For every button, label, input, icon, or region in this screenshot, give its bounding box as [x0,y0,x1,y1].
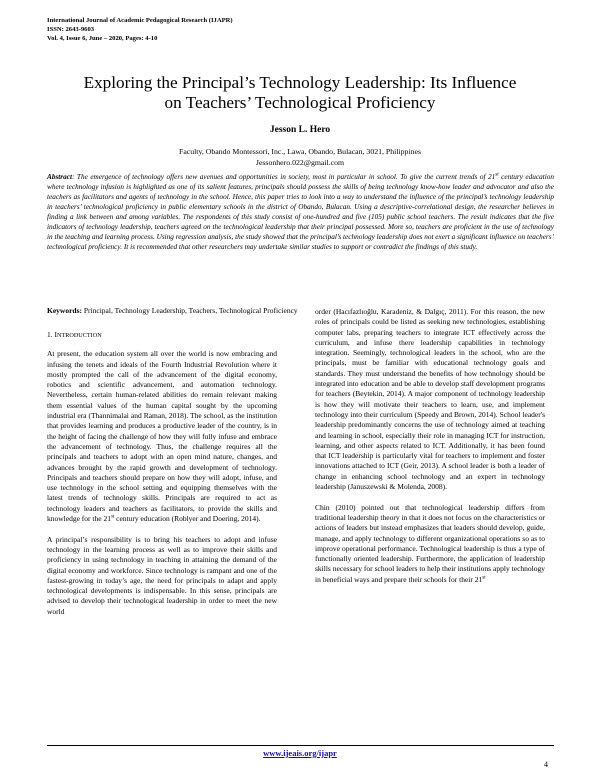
right-p2-text: Chin (2010) pointed out that technological leadership differs from traditional leadership theory in that it does not focus on the characteristics or actions of leaders but instead emphasizes that leaders should develop, guide, manage, and apply technology to different organizational operations so as to improve operational performance. Technological leadership is thus a type of functionally oriented leadership. Furthermore, the application of leadership skills necessary for school leaders to help their institutions apply technology in beneficial ways and prepare their schools for their 21 [315,502,545,584]
paragraph: order (Hacıfazlıoğlu, Karadeniz, & Dalgıç, 2011). For this reason, the new roles of principals could be listed as seeking new technologies, establishing computer labs, preparing teachers to integrate ICT effectively across the curriculum, and infuse there leadership capabilities in technology integration. Seemingly, technological leaders in the school, who are the principals, must be familiar with educational technology goals and standards. They must understand the benefits of how technology should be integrated into education and be able to develop staff development programs for teachers (Beytekin, 2014). A major component of technology leadership is how they will motivate their teachers to learn, use, and implement technology into their curriculum (Speedy and Brown, 2014). School leader's leadership predominantly concerns the use of technology aimed at teaching and learning in school, especially their role in managing ICT for instruction, learning, and other aspects related to ICT. Additionally, it has been found that ICT leadership is particularly vital for teachers to implement and foster innovations attached to ICT (Geir, 2013). A school leader is both a leader of change in enhancing school technology and an expert in technology leadership (Januszewski & Molenda, 2008). [315,307,545,492]
keywords-text: Principal, Technology Leadership, Teachers, Technological Proficiency [82,306,298,315]
author-affiliation: Faculty, Obando Montessori, Inc., Lawa, Obando, Bulacan, 3021, Philippines [178,147,422,156]
author-affiliation-block [0,146,600,168]
abstract-text-1: : The emergence of technology offers new avenues and opportunities in society, most in particular in school. To give the current trends of 21 [71,173,496,181]
right-p2-sup: st [482,575,486,581]
paragraph: A principal’s responsibility is to bring his teachers to adopt and infuse technology in the learning process as well as to improve their skills and proficiency in using technology in teaching in attaining the demand of the digital economy and workforce. Since technology is rampant and one of the fastest-growing in today’s age, the need for principals to adapt and apply technological developments is indispensable. In this sense, principals are advised to develop their technological leadership in order to meet the new world [47,534,277,616]
left-p1-text: At present, the education system all over the world is now embracing and infusing the tenets and ideals of the Fourth Industrial Revolution where it mostly prompted the call of the advancement of the digital economy, robotics and scientific advancement, and automation technology. Nevertheless, certain human-related abilities do remain relevant making them essential values of the human capital sought by the upcoming industrial era (Thannimalai and Raman, 2018). The school, as the institution that provides learning and produces a productive leader of the country, is in the height of facing the challenge of how they will fully infuse and embrace the advancement of technology. Thus, the challenge requires all the principals and teachers to adopt with an open mind nature, changes, and advances brought by the rapid growth and development of technology. Principals and teachers should prepare on how they will adopt, infuse, and use technology in the school setting and equipping themselves with the latest trends of technology skills. Principals are required to act as technology leaders and teachers as facilitators, to provide the skills and knowledge for the 21 [47,349,277,524]
page-number: 4 [544,760,548,769]
abstract-sup: st [495,172,499,178]
left-p1-sup: st [110,514,115,520]
paragraph [315,503,545,585]
footer-url-link[interactable]: www.ijeais.org/ijapr [263,748,337,758]
paper-title [40,73,560,113]
author-name: Jesson L. Hero [269,125,331,135]
section-heading [47,330,277,341]
left-column [47,322,277,627]
keywords-label: Keywords: [47,306,82,315]
journal-issn: ISSN: 2643-9603 [47,25,95,33]
journal-name: International Journal of Academic Pedagogical Research (IJAPR) [47,17,233,24]
abstract-label: Abstract [47,173,72,181]
title-line-1: Exploring the Principal’s Technology Leadership: Its Influence [83,73,517,92]
author-email: Jessonhero.022@gmail.com [255,158,345,167]
journal-header [47,17,233,43]
right-column [315,307,545,595]
left-p1-tail: century education (Roblyer and Doering, 2014). [114,514,261,524]
paragraph [47,349,277,524]
abstract [47,172,554,252]
section-first-letter: I [54,330,57,339]
section-rest: NTRODUCTION [57,332,102,339]
abstract-text-2: century education where technology infusion is highlighted as one of its salient features, principals should possess the skills of being technology know-how leader and advocator and also the teachers as facilitators and agents of technology in the school. Hence, this paper tries to look into a way to understand the influence of the principal’s technology leadership in teachers’ technological proficiency in public elementary schools in the district of Obando, Bulacan. Using a descriptive-correlational design, the researcher believes in finding a link between and among variables. The respondents of this study consist of one-hundred and five (105) public school teachers. The result indicates that the five indicators of technology leadership, teachers agreed on the technological leadership that their principal possessed. More so, teachers are proficient in the use of technology in the teaching and learning process. Using regression analysis, the study showed that the principal’s technology leadership does not exert a significant influence on teachers’ technological proficiency. It is recommended that other researchers may undertake similar studies to support or contradict the findings of this study. [47,173,554,252]
footer-rule [47,745,554,746]
title-line-2: on Teachers’ Technological Proficiency [164,93,436,112]
journal-volume: Vol. 4, Issue 6, June – 2020, Pages: 4-10 [47,34,158,42]
keywords [47,306,298,315]
section-number: 1. [47,330,55,339]
